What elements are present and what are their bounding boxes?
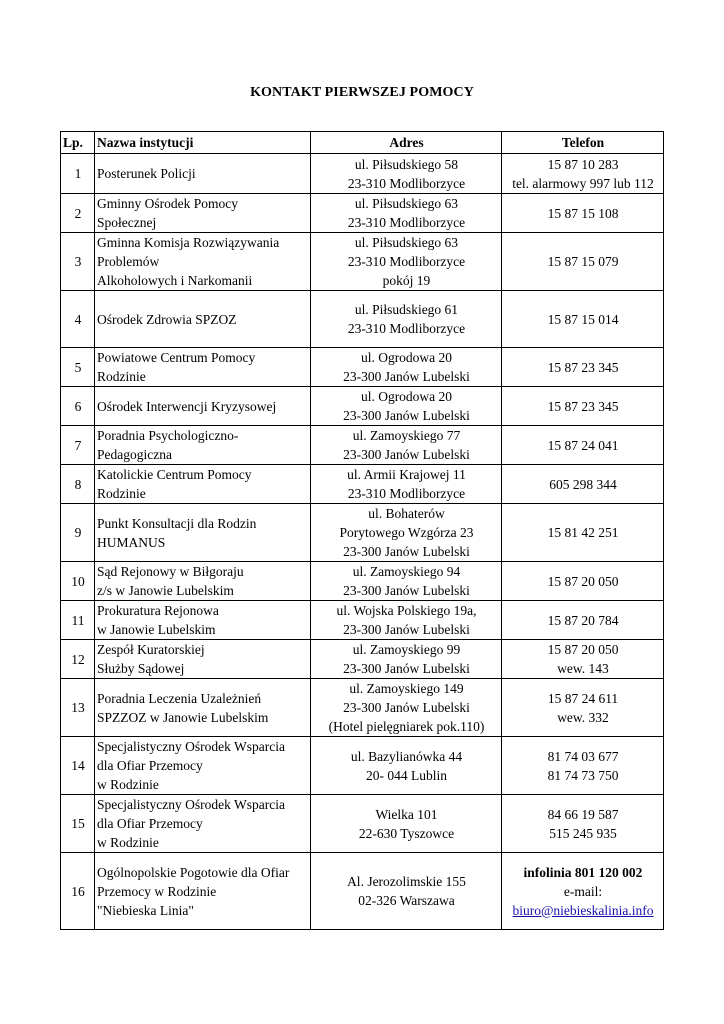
institution-name-line: Ośrodek Interwencji Kryzysowej (97, 398, 277, 414)
address-cell (311, 387, 502, 426)
address-cell (311, 601, 502, 640)
row-number: 12 (61, 640, 95, 679)
phone-line: 15 87 23 345 (547, 398, 619, 414)
table-row (61, 233, 664, 291)
institution-name-line: Powiatowe Centrum Pomocy (97, 350, 256, 365)
row-number: 7 (61, 426, 95, 465)
institution-name-line: "Niebieska Linia" (97, 902, 194, 918)
header-phone: Telefon (502, 132, 664, 154)
table-header-row (61, 132, 664, 154)
address-line: 23-300 Janów Lubelski (343, 622, 470, 637)
table-row (61, 562, 664, 601)
phone-line: 605 298 344 (549, 476, 617, 492)
table-row (61, 465, 664, 504)
header-lp: Lp. (61, 132, 95, 154)
row-number: 13 (61, 679, 95, 737)
address-line: ul. Piłsudskiego 63 (354, 235, 459, 250)
institution-name-cell (95, 640, 311, 679)
row-number: 4 (61, 291, 95, 348)
row-number: 2 (61, 194, 95, 233)
phone-line: 15 87 23 345 (547, 359, 619, 375)
phone-cell (502, 426, 664, 465)
address-cell (311, 679, 502, 737)
address-line: ul. Wojska Polskiego 19a, (336, 603, 477, 618)
address-cell (311, 737, 502, 795)
institution-name-cell (95, 504, 311, 562)
address-line: ul. Bazylianówka 44 (350, 748, 463, 764)
table-row (61, 194, 664, 233)
row-number: 14 (61, 737, 95, 795)
address-line: ul. Piłsudskiego 61 (354, 302, 459, 317)
address-line: ul. Ogrodowa 20 (360, 350, 453, 365)
address-cell (311, 291, 502, 348)
row-number: 15 (61, 795, 95, 853)
address-line: 23-310 Modliborzyce (347, 254, 466, 269)
phone-cell (502, 194, 664, 233)
institution-name-line: SPZZOZ w Janowie Lubelskim (97, 709, 269, 725)
address-line: 22-630 Tyszowce (358, 825, 455, 841)
address-cell (311, 348, 502, 387)
institution-name-line: Ogólnopolskie Pogotowie dla Ofiar (97, 864, 290, 880)
institution-name-line: Rodzinie (97, 369, 146, 384)
address-cell (311, 426, 502, 465)
table-row (61, 601, 664, 640)
address-cell (311, 465, 502, 504)
institution-name-cell (95, 387, 311, 426)
institution-name-line: Pedagogiczna (97, 447, 172, 462)
address-line: ul. Zamoyskiego 99 (352, 642, 461, 657)
row-number: 3 (61, 233, 95, 291)
institution-name-line: w Rodzinie (97, 777, 159, 792)
email-link[interactable]: biuro@niebieskalinia.info (512, 902, 654, 918)
address-line: ul. Bohaterów (368, 506, 445, 521)
row-number: 11 (61, 601, 95, 640)
row-number: 8 (61, 465, 95, 504)
row-number: 9 (61, 504, 95, 562)
institution-name-line: Sąd Rejonowy w Biłgoraju (97, 564, 244, 579)
address-cell (311, 795, 502, 853)
phone-cell (502, 291, 664, 348)
institution-name-cell (95, 601, 311, 640)
phone-cell (502, 640, 664, 679)
address-line: 23-300 Janów Lubelski (343, 700, 470, 715)
phone-line: 15 87 20 050 (547, 642, 619, 657)
phone-line: 15 87 24 611 (547, 690, 619, 706)
phone-cell (502, 504, 664, 562)
institution-name-cell (95, 426, 311, 465)
address-line: ul. Ogrodowa 20 (360, 389, 453, 404)
table-row (61, 737, 664, 795)
table-body (61, 154, 664, 930)
address-line: 23-310 Modliborzyce (347, 486, 466, 501)
hotline-line: infolinia 801 120 002 (523, 864, 643, 880)
address-cell (311, 194, 502, 233)
phone-line: 515 245 935 (549, 825, 617, 841)
address-line: 02-326 Warszawa (358, 893, 455, 908)
phone-line: wew. 332 (557, 709, 609, 725)
address-line: ul. Piłsudskiego 63 (354, 196, 459, 211)
address-cell (311, 233, 502, 291)
institution-name-line: w Rodzinie (97, 835, 159, 850)
table-row (61, 154, 664, 194)
address-line: 23-300 Janów Lubelski (343, 408, 470, 423)
address-line: ul. Zamoyskiego 149 (349, 681, 464, 696)
institution-name-line: Posterunek Policji (97, 166, 196, 181)
institution-name-line: Gminna Komisja Rozwiązywania (97, 235, 280, 250)
phone-line: 81 74 73 750 (547, 767, 619, 783)
phone-cell (502, 387, 664, 426)
institution-name-cell (95, 853, 311, 930)
row-number: 5 (61, 348, 95, 387)
institution-name-cell (95, 562, 311, 601)
phone-cell (502, 348, 664, 387)
institution-name-cell (95, 465, 311, 504)
institution-name-cell (95, 194, 311, 233)
phone-cell (502, 562, 664, 601)
phone-line: wew. 143 (557, 661, 609, 676)
institution-name-line: Zespół Kuratorskiej (97, 642, 205, 657)
institution-name-line: Poradnia Leczenia Uzależnień (97, 690, 262, 706)
address-line: ul. Piłsudskiego 58 (354, 156, 459, 172)
address-line: 23-300 Janów Lubelski (343, 369, 470, 384)
header-address: Adres (311, 132, 502, 154)
institution-name-cell (95, 291, 311, 348)
address-line: (Hotel pielęgniarek pok.110) (328, 719, 485, 734)
address-line: ul. Armii Krajowej 11 (347, 467, 466, 482)
phone-line: e-mail: (563, 883, 603, 899)
address-line: 23-310 Modliborzyce (347, 175, 466, 191)
table-row (61, 426, 664, 465)
phone-cell (502, 853, 664, 930)
phone-cell (502, 737, 664, 795)
institution-name-line: Rodzinie (97, 486, 146, 501)
phone-line: tel. alarmowy 997 lub 112 (512, 175, 654, 191)
institution-name-line: w Janowie Lubelskim (97, 622, 216, 637)
institution-name-line: Prokuratura Rejonowa (97, 603, 219, 618)
address-line: Al. Jerozolimskie 155 (347, 874, 466, 889)
address-cell (311, 504, 502, 562)
institution-name-line: HUMANUS (97, 534, 166, 550)
institution-name-line: Specjalistyczny Ośrodek Wsparcia (97, 797, 285, 812)
address-line: ul. Zamoyskiego 77 (352, 428, 461, 443)
phone-line: 15 87 10 283 (547, 156, 619, 172)
address-line: pokój 19 (382, 273, 431, 288)
page-title: KONTAKT PIERWSZEJ POMOCY (250, 85, 474, 100)
institution-name-line: Katolickie Centrum Pomocy (97, 467, 252, 482)
institution-name-cell (95, 795, 311, 853)
address-line: Porytowego Wzgórza 23 (339, 525, 474, 540)
address-line: 23-310 Modliborzyce (347, 215, 466, 230)
institution-name-line: Poradnia Psychologiczno- (97, 428, 239, 443)
address-line: 23-300 Janów Lubelski (343, 583, 470, 598)
institution-name-line: Gminny Ośrodek Pomocy (97, 196, 238, 211)
phone-cell (502, 679, 664, 737)
phone-cell (502, 795, 664, 853)
row-number: 6 (61, 387, 95, 426)
phone-line: 15 87 20 050 (547, 573, 619, 589)
phone-cell (502, 154, 664, 194)
institution-name-line: Społecznej (97, 215, 157, 230)
institution-name-line: dla Ofiar Przemocy (97, 816, 203, 831)
institution-name-line: Punkt Konsultacji dla Rodzin (97, 515, 257, 531)
table-row (61, 795, 664, 853)
address-line: 23-310 Modliborzyce (347, 321, 466, 336)
institution-name-cell (95, 233, 311, 291)
contacts-table (60, 131, 664, 930)
institution-name-line: Przemocy w Rodzinie (97, 883, 217, 899)
phone-cell (502, 465, 664, 504)
table-row (61, 504, 664, 562)
phone-line: 15 87 15 108 (547, 205, 619, 221)
row-number: 10 (61, 562, 95, 601)
address-line: 23-300 Janów Lubelski (343, 661, 470, 676)
address-line: 20- 044 Lublin (366, 767, 447, 783)
table-row (61, 291, 664, 348)
address-cell (311, 562, 502, 601)
phone-line: 81 74 03 677 (547, 748, 619, 764)
institution-name-cell (95, 737, 311, 795)
address-cell (311, 154, 502, 194)
phone-line: 15 87 24 041 (547, 437, 619, 453)
table-row (61, 679, 664, 737)
table-row (61, 853, 664, 930)
address-cell (311, 853, 502, 930)
institution-name-cell (95, 679, 311, 737)
phone-line: 15 81 42 251 (547, 525, 619, 540)
phone-line: 15 87 20 784 (547, 612, 619, 628)
institution-name-line: z/s w Janowie Lubelskim (97, 583, 234, 598)
institution-name-line: Specjalistyczny Ośrodek Wsparcia (97, 739, 285, 754)
address-line: 23-300 Janów Lubelski (343, 544, 470, 559)
institution-name-line: Problemów (97, 254, 160, 269)
header-name: Nazwa instytucji (95, 132, 311, 154)
phone-cell (502, 601, 664, 640)
address-line: 23-300 Janów Lubelski (343, 447, 470, 462)
phone-line: 15 87 15 079 (547, 254, 619, 269)
phone-line: 15 87 15 014 (547, 311, 619, 327)
row-number: 16 (61, 853, 95, 930)
institution-name-cell (95, 348, 311, 387)
institution-name-line: Ośrodek Zdrowia SPZOZ (97, 311, 237, 327)
table-row (61, 640, 664, 679)
phone-cell (502, 233, 664, 291)
address-cell (311, 640, 502, 679)
institution-name-line: Służby Sądowej (97, 661, 185, 676)
row-number: 1 (61, 154, 95, 194)
table-row (61, 348, 664, 387)
phone-line: 84 66 19 587 (547, 806, 619, 822)
table-row (61, 387, 664, 426)
institution-name-line: dla Ofiar Przemocy (97, 758, 203, 773)
institution-name-cell (95, 154, 311, 194)
address-line: Wielka 101 (375, 806, 438, 822)
address-line: ul. Zamoyskiego 94 (352, 564, 461, 579)
institution-name-line: Alkoholowych i Narkomanii (97, 273, 253, 288)
